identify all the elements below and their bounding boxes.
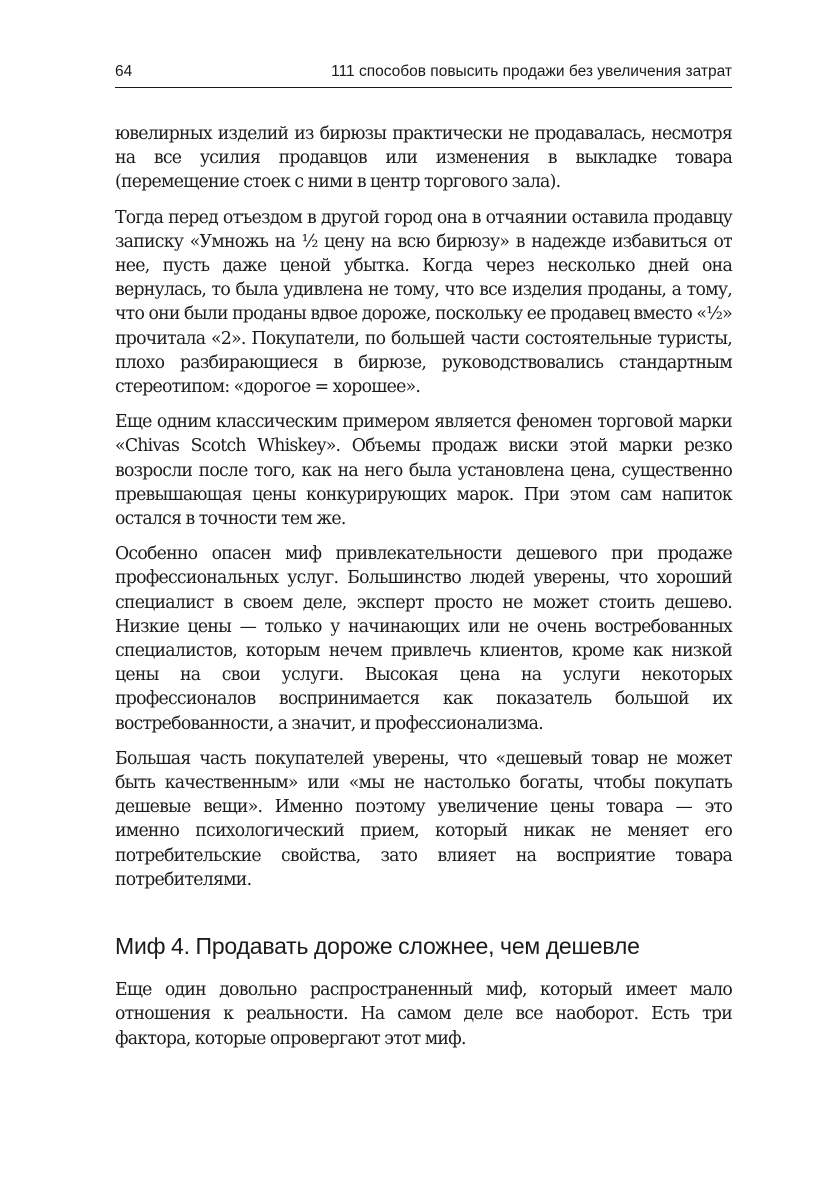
book-title: 111 способов повысить продажи без увеличения затрат [331,63,732,80]
running-header [115,62,732,88]
paragraph: Особенно опасен миф привлекательности дешевого при продаже профессиональных услуг. Большинство людей уверены, что хороший специалист в своем деле, эксперт просто не может стоить дешево. Низкие цены — только у начинающих или не очень востребованных специалистов, которым нечем привлечь клиентов, кроме как низкой цены на свои услуги. Высокая цена на услуги некоторых профессионалов воспринимается как показатель большой их востребованности, а значит, и профессионализма. [115,544,732,734]
paragraph: Большая часть покупателей уверены, что «дешевый товар не может быть качественным» или «мы не настолько богаты, чтобы покупать дешевые вещи». Именно поэтому увеличение цены товара — это именно психологический прием, который никак не меняет его потребительские свойства, зато влияет на восприятие товара потребителями. [115,748,732,890]
paragraph: ювелирных изделий из бирюзы практически не продавалась, несмотря на все усилия продавцов или изменения в выкладке товара (перемещение стоек с ними в центр торгового зала). [115,124,732,193]
book-page [115,62,732,1062]
page-number: 64 [115,63,133,80]
paragraph: Еще одним классическим примером является феномен торговой марки «Chivas Scotch Whiskey». Объемы продаж виски этой марки резко возросли после того, как на него была установлена цена, существенно превышающая цены конкурирующих марок. При этом сам напиток остался в точности тем же. [115,412,732,530]
body-text [115,122,732,1051]
section-heading: Миф 4. Продавать дороже сложнее, чем дешевле [115,933,640,960]
paragraph: Еще один довольно распространенный миф, который имеет мало отношения к реальности. На самом деле все наоборот. Есть три фактора, которые опровергают этот миф. [115,980,732,1049]
paragraph: Тогда перед отъездом в другой город она в отчаянии оставила продавцу записку «Умножь на ½ цену на всю бирюзу» в надежде избавиться от нее, пусть даже ценой убытка. Когда через несколько дней она вернулась, то была удивлена не тому, что все изделия проданы, а тому, что они были проданы вдвое дороже, поскольку ее продавец вместо «½» прочитала «2». Покупатели, по большей части состоятельные туристы, плохо разбирающиеся в бирюзе, руководствовались стандартным стереотипом: «дорогое = хорошее». [115,207,732,398]
